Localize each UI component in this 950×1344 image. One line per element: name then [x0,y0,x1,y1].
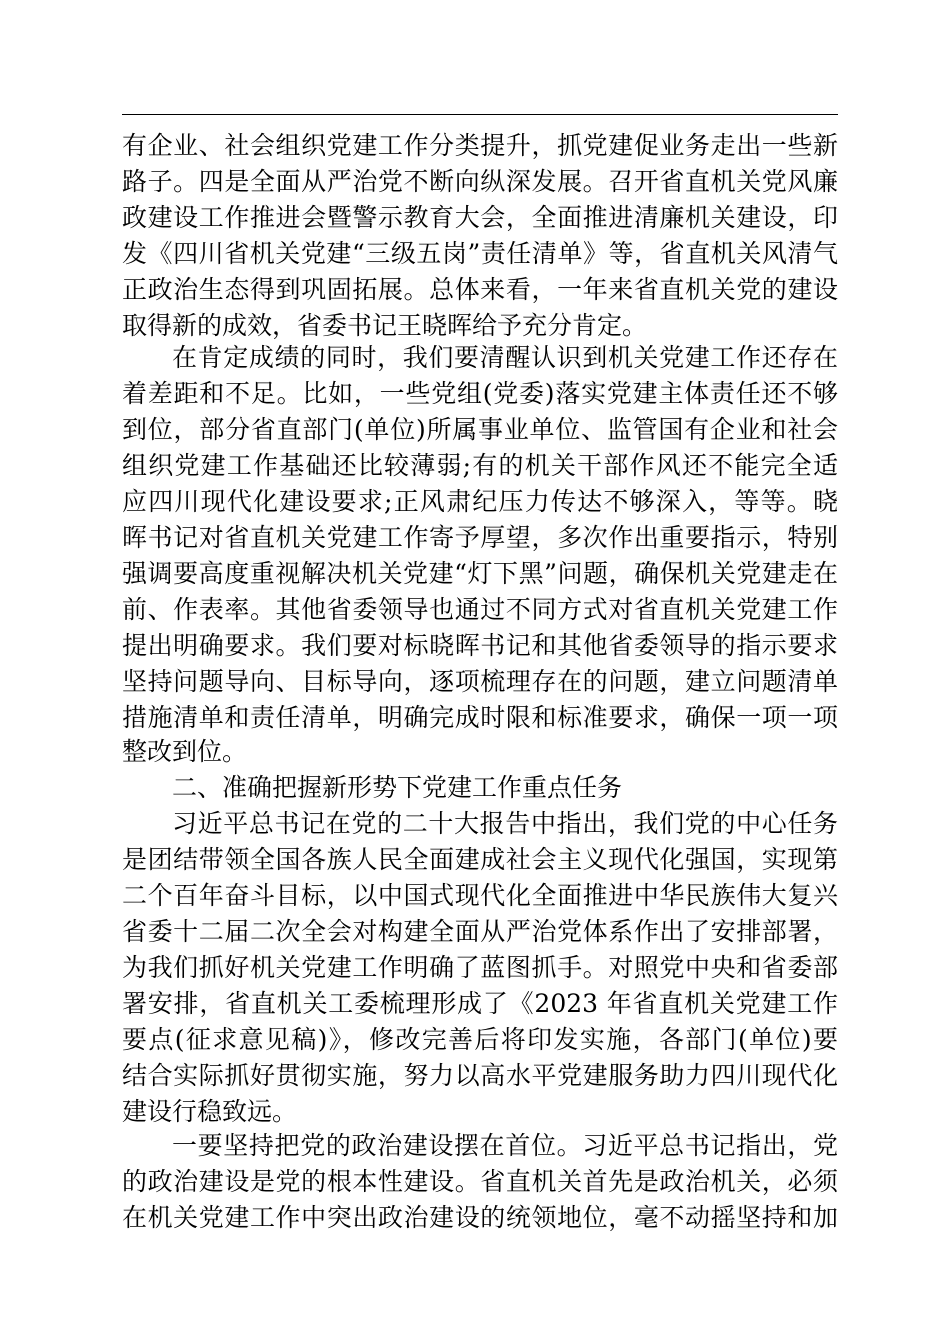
section-heading: 二、准确把握新形势下党建工作重点任务 [172,773,623,802]
text-line: 是团结带领全国各族人民全面建成社会主义现代化强国，实现第 [122,845,838,874]
text-line: 正政治生态得到巩固拓展。总体来看，一年来省直机关党的建设 [122,275,838,304]
text-line: 着差距和不足。比如，一些党组(党委)落实党建主体责任还不够 [122,379,838,408]
text-line: 的政治建设是党的根本性建设。省直机关首先是政治机关，必须 [122,1167,838,1196]
header-rule [122,114,838,115]
text-line: 前、作表率。其他省委领导也通过不同方式对省直机关党建工作 [122,595,838,624]
text-line: 一要坚持把党的政治建设摆在首位。习近平总书记指出，党 [172,1131,838,1160]
text-line: 在机关党建工作中突出政治建设的统领地位，毫不动摇坚持和加 [122,1203,838,1232]
text-line: 晖书记对省直机关党建工作寄予厚望，多次作出重要指示，特别 [122,523,838,552]
text-line: 提出明确要求。我们要对标晓晖书记和其他省委领导的指示要求 [122,631,838,660]
text-line: 结合实际抓好贯彻实施，努力以高水平党建服务助力四川现代化 [122,1061,838,1090]
text-line: 路子。四是全面从严治党不断向纵深发展。召开省直机关党风廉 [122,167,838,196]
text-line: 政建设工作推进会暨警示教育大会，全面推进清廉机关建设，印 [122,203,838,232]
text-line: 整改到位。 [122,737,248,766]
text-line: 坚持问题导向、目标导向，逐项梳理存在的问题，建立问题清单 [122,667,838,696]
text-line: 为我们抓好机关党建工作明确了蓝图抓手。对照党中央和省委部 [122,953,838,982]
text-line: 省委十二届二次全会对构建全面从严治党体系作出了安排部署， [122,917,838,946]
text-line: 取得新的成效，省委书记王晓晖给予充分肯定。 [122,311,648,340]
text-line: 要点(征求意见稿)》，修改完善后将印发实施，各部门(单位)要 [122,1025,838,1054]
text-line: 到位，部分省直部门(单位)所属事业单位、监管国有企业和社会 [122,415,838,444]
text-line: 组织党建工作基础还比较薄弱;有的机关干部作风还不能完全适 [122,451,838,480]
text-line: 有企业、社会组织党建工作分类提升，抓党建促业务走出一些新 [122,131,838,160]
text-line: 建设行稳致远。 [122,1097,298,1126]
text-line: 二个百年奋斗目标，以中国式现代化全面推进中华民族伟大复兴 [122,881,838,910]
text-line: 在肯定成绩的同时，我们要清醒认识到机关党建工作还存在 [172,343,838,372]
text-line: 强调要高度重视解决机关党建“灯下黑”问题，确保机关党建走在 [122,559,838,588]
text-line: 措施清单和责任清单，明确完成时限和标准要求，确保一项一项 [122,703,838,732]
text-line: 发《四川省机关党建“三级五岗”责任清单》等，省直机关风清气 [122,239,838,268]
text-line: 习近平总书记在党的二十大报告中指出，我们党的中心任务 [172,809,838,838]
text-line: 署安排，省直机关工委梳理形成了《2023 年省直机关党建工作 [122,989,838,1018]
text-line: 应四川现代化建设要求;正风肃纪压力传达不够深入，等等。晓 [122,487,838,516]
